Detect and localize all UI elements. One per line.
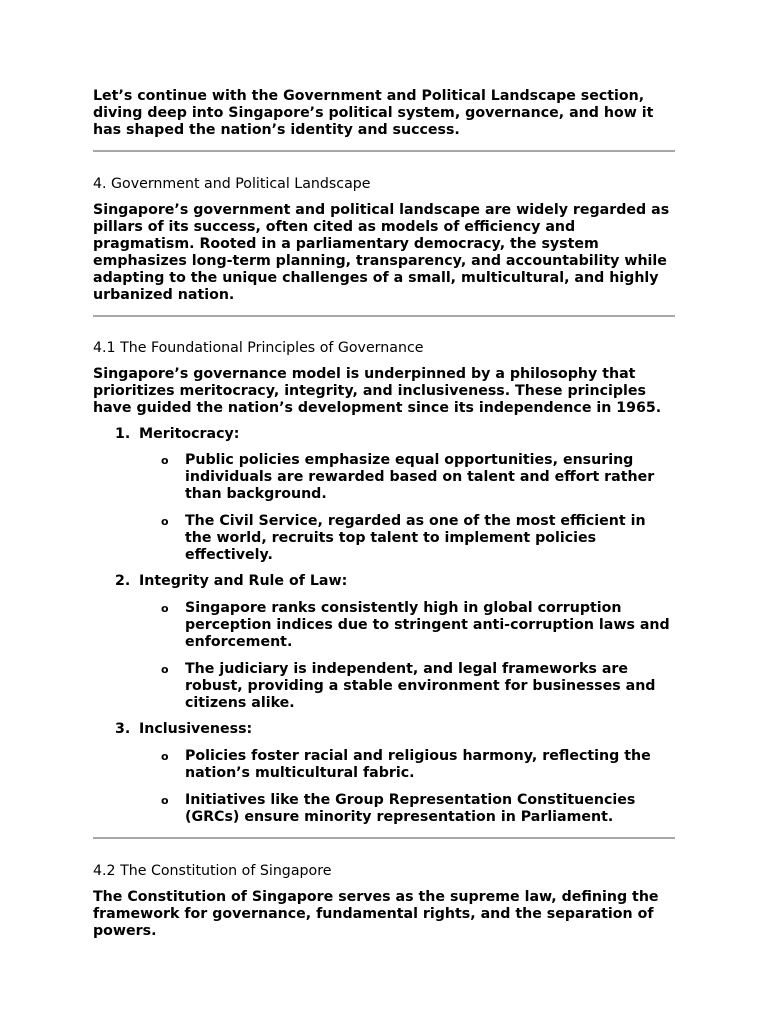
circle-bullet-icon: o: [161, 454, 169, 467]
sub-list-text: Initiatives like the Group Representation Constituencies (GRCs) ensure minority representation in Parliament.: [185, 792, 636, 825]
list-number: 1.: [115, 426, 131, 442]
circle-bullet-icon: o: [161, 794, 169, 807]
sub-list-item: [93, 792, 675, 826]
sub-list: [93, 748, 675, 826]
sub-list-text: The Civil Service, regarded as one of the most efficient in the world, recruits top talent to implement policies effectively.: [185, 513, 646, 563]
list-item: [93, 573, 675, 712]
list-item-title: Inclusiveness:: [139, 721, 253, 737]
section-4-2-heading: 4.2 The Constitution of Singapore: [93, 863, 332, 879]
circle-bullet-icon: o: [161, 515, 169, 528]
sub-list-item: [93, 600, 675, 651]
sub-list: [93, 600, 675, 712]
sub-list: [93, 452, 675, 564]
circle-bullet-icon: o: [161, 750, 169, 763]
list-item-title: Integrity and Rule of Law:: [139, 573, 348, 589]
section-divider: [93, 315, 675, 317]
intro-paragraph: Let’s continue with the Government and Political Landscape section, diving deep into Singapore’s political system, governance, and how it has shaped the nation’s identity and success.: [93, 88, 654, 138]
section-4-body: Singapore’s government and political landscape are widely regarded as pillars of its success, often cited as models of efficiency and pragmatism. Rooted in a parliamentary democracy, the system emphasizes long-term planning, transparency, and accountability while adapting to the unique challenges of a small, multicultural, and highly urbanized nation.: [93, 202, 670, 303]
list-item: [93, 426, 675, 564]
sub-list-text: The judiciary is independent, and legal frameworks are robust, providing a stable environment for businesses and citizens alike.: [185, 661, 656, 711]
list-number: 2.: [115, 573, 131, 589]
sub-list-item: [93, 452, 675, 503]
sub-list-item: [93, 661, 675, 712]
section-divider: [93, 150, 675, 152]
section-4-2-body: The Constitution of Singapore serves as the supreme law, defining the framework for governance, fundamental rights, and the separation of powers.: [93, 889, 659, 939]
list-item: [93, 721, 675, 826]
list-item-title: Meritocracy:: [139, 426, 240, 442]
sub-list-text: Public policies emphasize equal opportunities, ensuring individuals are rewarded based on talent and effort rather than background.: [185, 452, 655, 502]
section-4-1-body: Singapore’s governance model is underpinned by a philosophy that prioritizes meritocracy, integrity, and inclusiveness. These principles have guided the nation’s development since its independence in 1965.: [93, 366, 662, 416]
sub-list-text: Singapore ranks consistently high in global corruption perception indices due to stringent anti-corruption laws and enforcement.: [185, 600, 670, 650]
sub-list-item: [93, 748, 675, 782]
section-divider: [93, 837, 675, 839]
sub-list-text: Policies foster racial and religious harmony, reflecting the nation’s multicultural fabric.: [185, 748, 651, 781]
list-number: 3.: [115, 721, 131, 737]
circle-bullet-icon: o: [161, 663, 169, 676]
section-4-heading: 4. Government and Political Landscape: [93, 176, 371, 192]
circle-bullet-icon: o: [161, 602, 169, 615]
section-4-1-heading: 4.1 The Foundational Principles of Governance: [93, 340, 424, 356]
sub-list-item: [93, 513, 675, 564]
principles-list: [93, 426, 675, 826]
